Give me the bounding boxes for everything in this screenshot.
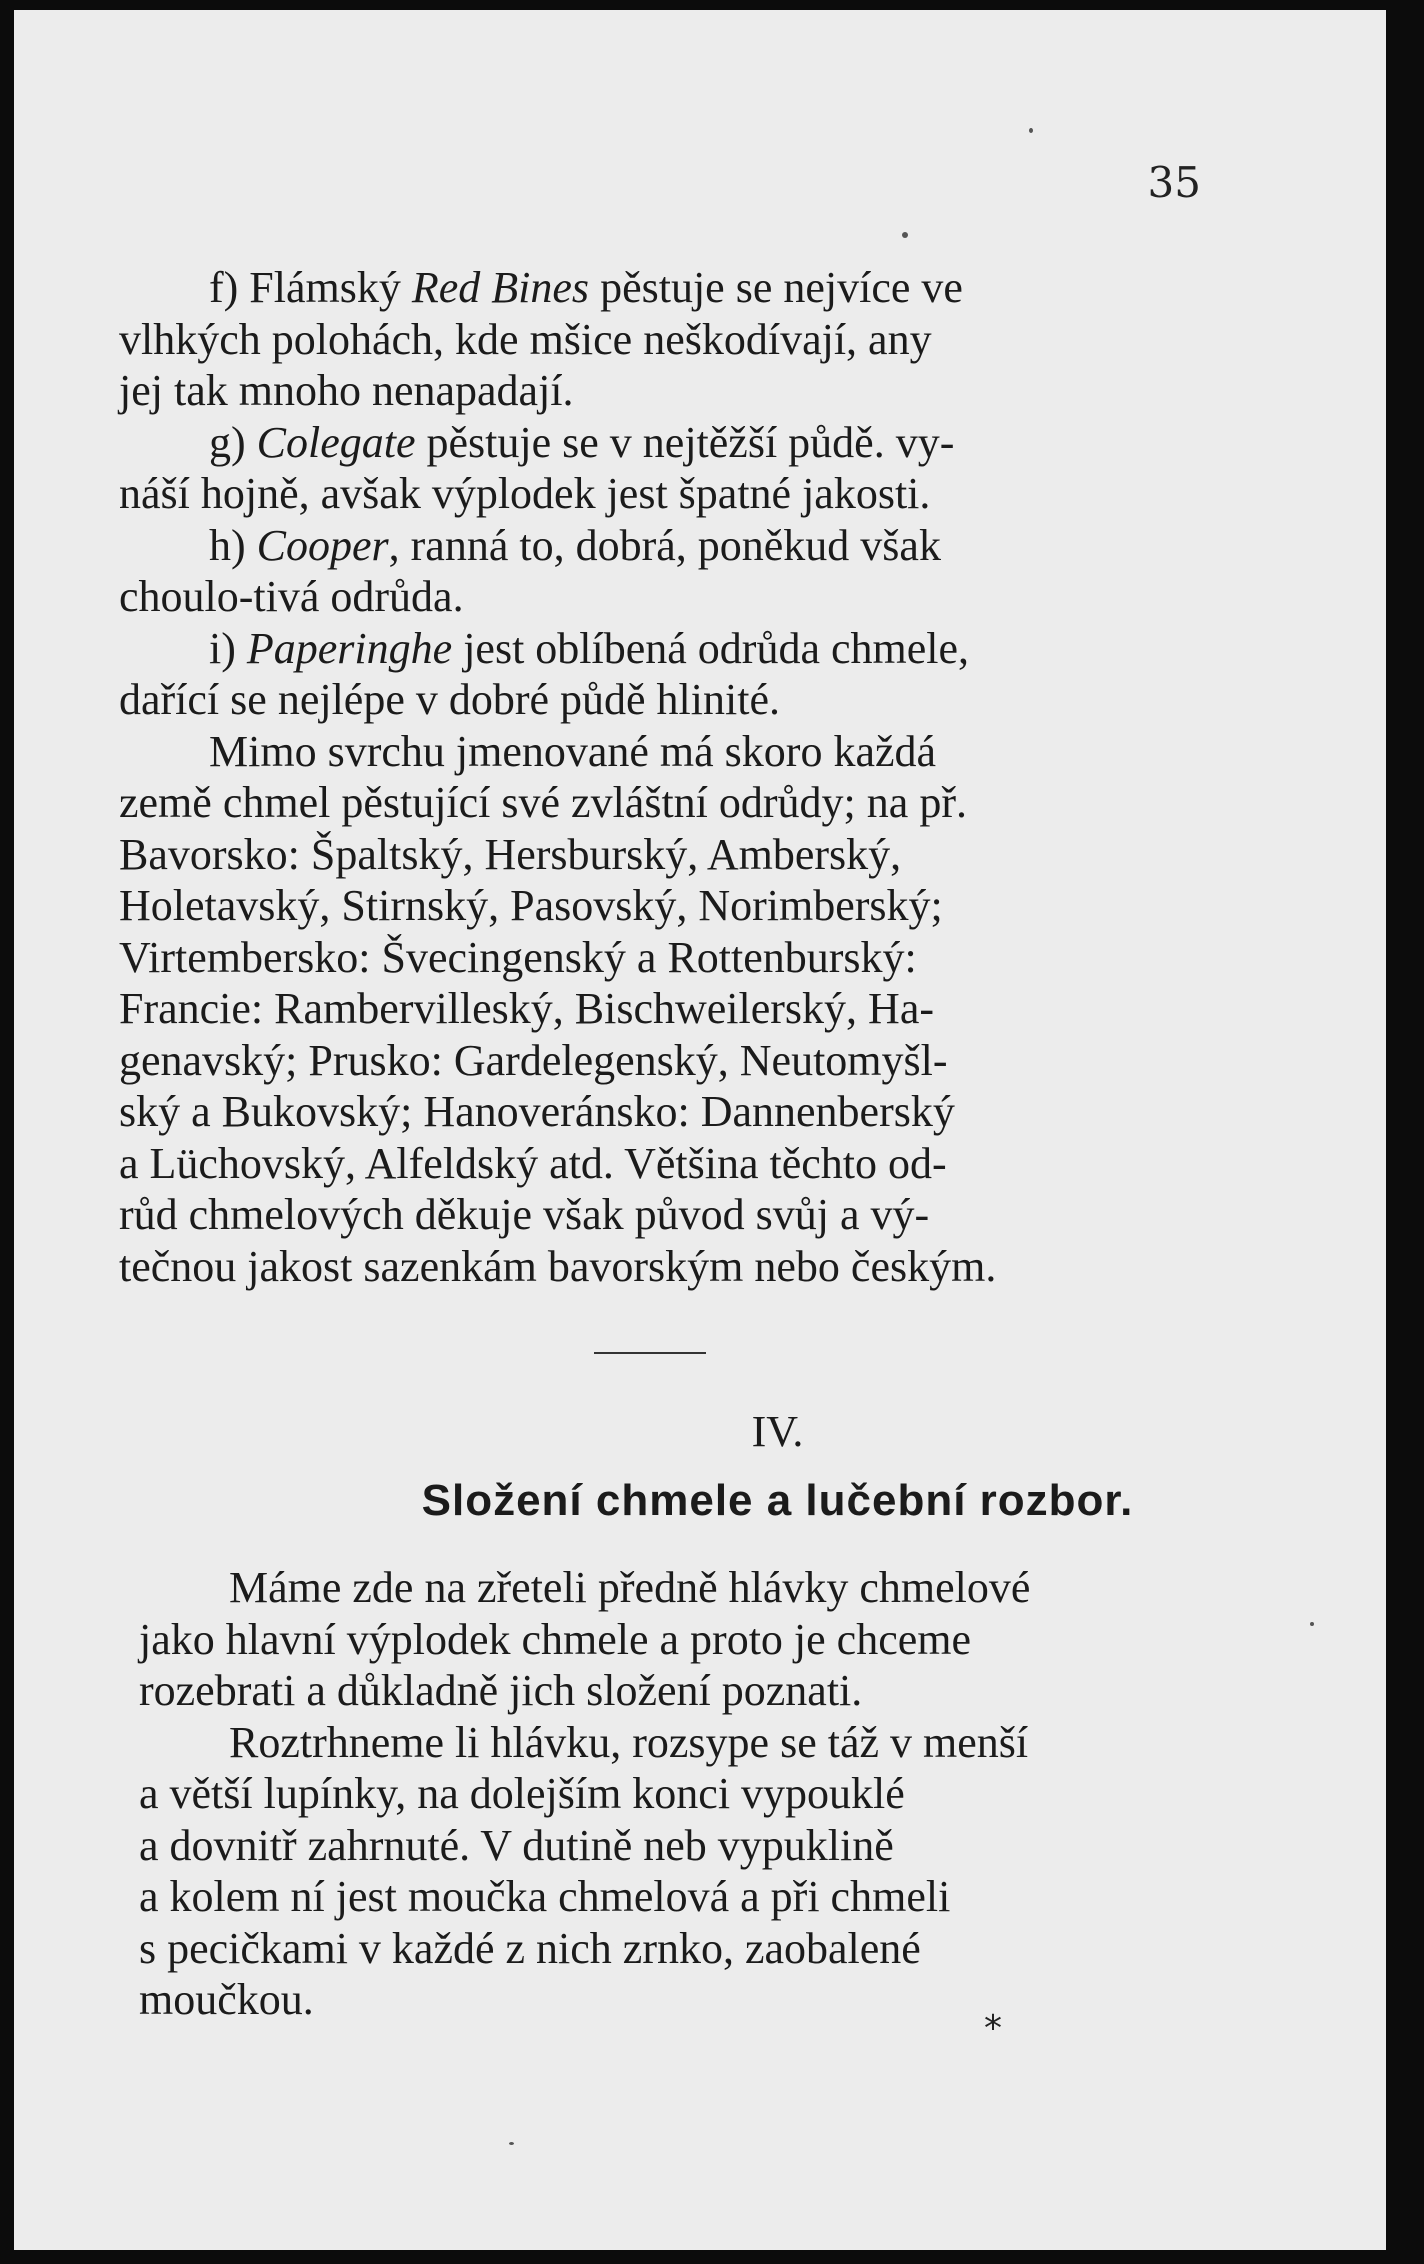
text-line: Bavorsko: Špaltský, Hersburský, Amberský, (119, 829, 902, 879)
section-composition (139, 1562, 1197, 2026)
chapter-numeral: IV. (751, 1407, 804, 1456)
text-line: růd chmelových děkuje však původ svůj a vý- (119, 1190, 930, 1239)
text-line: Mimo svrchu jmenované má skoro každá (209, 726, 937, 776)
text-line: Holetavský, Stirnský, Pasovský, Norimberský; (119, 881, 943, 930)
text-line: tečnou jakost sazenkám bavorským nebo českým. (119, 1241, 997, 1291)
text-line: země chmel pěstující své zvláštní odrůdy; na př. (119, 778, 967, 827)
text-line: genavský; Prusko: Gardelegenský, Neutomyšl- (119, 1035, 948, 1085)
text-line: Roztrhneme li hlávku, rozsype se táž v menší (229, 1717, 1029, 1767)
text-line: choulo-tivá odrůda. (119, 572, 464, 621)
text-line: a větší lupínky, na dolejším konci vypouklé (139, 1769, 905, 1818)
text-line: ský a Bukovský; Hanoveránsko: Dannenberský (119, 1087, 955, 1136)
chapter-title: Složení chmele a lučební rozbor. (421, 1476, 1134, 1525)
text-line: a kolem ní jest moučka chmelová a při chmeli (139, 1872, 951, 1921)
section-varieties (119, 262, 1189, 1292)
asterisk-mark: * (984, 2008, 1002, 2049)
text-line: a Lüchovský, Alfeldský atd. Většina těchto od- (119, 1138, 947, 1188)
text-line: g) Colegate pěstuje se v nejtěžší půdě. vy- (209, 417, 955, 467)
text-line: jako hlavní výplodek chmele a proto je chceme (139, 1614, 972, 1664)
text-line: jej tak mnoho nenapadají. (119, 366, 574, 415)
text-line: dařící se nejlépe v dobré půdě hlinité. (119, 675, 780, 724)
book-page (14, 10, 1386, 2250)
text-line: Máme zde na zřeteli předně hlávky chmelové (229, 1563, 1031, 1612)
text-line: h) Cooper, ranná to, dobrá, poněkud však (209, 520, 941, 570)
section-divider (594, 1352, 706, 1354)
text-line: vlhkých polohách, kde mšice neškodívají, any (119, 314, 932, 364)
text-line: náší hojně, avšak výplodek jest špatné jakosti. (119, 469, 931, 518)
text-line: Virtembersko: Švecingenský a Rottenburský: (119, 932, 917, 982)
text-line: s pecičkami v každé z nich zrnko, zaobalené (139, 1923, 921, 1973)
text-line: i) Paperinghe jest oblíbená odrůda chmele, (209, 623, 970, 673)
text-line: rozebrati a důkladně jich složení poznati. (139, 1666, 863, 1715)
text-line: moučkou. (139, 1975, 314, 2024)
text-line: a dovnitř zahrnuté. V dutině neb vypuklině (139, 1820, 894, 1870)
text-line: f) Flámský Red Bines pěstuje se nejvíce ve (209, 263, 963, 312)
page-number: 35 (1147, 158, 1201, 207)
text-line: Francie: Rambervilleský, Bischweilerský, Ha- (119, 984, 935, 1033)
